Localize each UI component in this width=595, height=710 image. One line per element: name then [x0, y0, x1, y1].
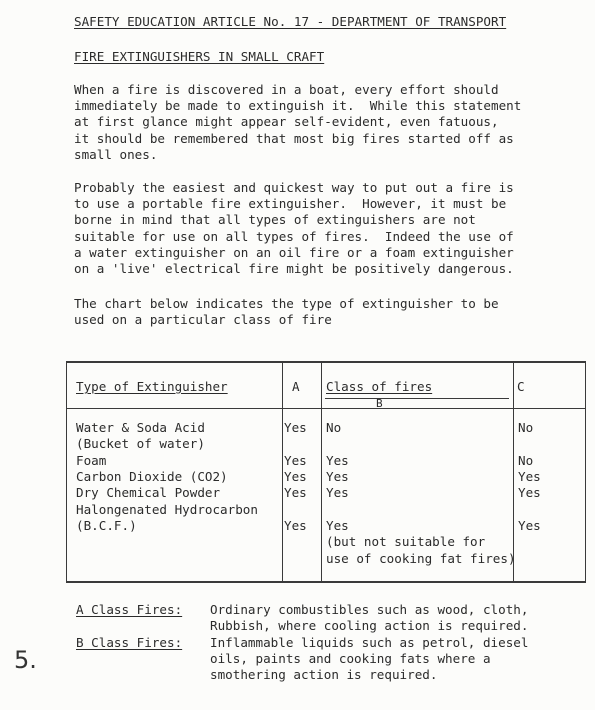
- header-a: A: [292, 379, 300, 394]
- cell-c: Yes: [518, 518, 541, 533]
- cell-type: (B.C.F.): [76, 518, 137, 533]
- cell-b: Yes: [326, 469, 349, 484]
- header-b: B: [376, 397, 383, 410]
- table-header-rule: [66, 408, 586, 409]
- header-class-of-fires: Class of fires: [326, 379, 433, 394]
- cell-c: No: [518, 420, 534, 435]
- class-of-fires-rule: [325, 398, 509, 399]
- cell-b: (but not suitable for: [326, 534, 486, 549]
- cell-a: Yes: [284, 453, 307, 468]
- table-bottom-rule: [66, 581, 586, 583]
- table-top-rule: [66, 361, 586, 363]
- cell-a: Yes: [284, 469, 307, 484]
- article-title: SAFETY EDUCATION ARTICLE No. 17 - DEPARTMENT OF TRANSPORT: [74, 14, 507, 29]
- paragraph-extinguishers: Probably the easiest and quickest way to put out a fire is to use a portable fire extinguisher. However, it must be borne in mind that all types of extinguishers are not suitable for use on all types of fires. Indeed the use of a water extinguisher on an oil fire or a foam extinguisher on a 'live' electrical fire might be positively dangerous.: [74, 180, 514, 277]
- cell-a: Yes: [284, 518, 307, 533]
- header-type: Type of Extinguisher: [76, 379, 228, 394]
- article-subtitle: FIRE EXTINGUISHERS IN SMALL CRAFT: [74, 49, 325, 64]
- paragraph-intro: When a fire is discovered in a boat, every effort should immediately be made to extinguish it. While this statement at first glance might appear self-evident, even fatuous, it should be remembered that most big fires started off as small ones.: [74, 82, 522, 162]
- definition-term-a: A Class Fires:: [76, 602, 183, 617]
- cell-b: use of cooking fat fires): [326, 551, 516, 566]
- cell-c: No: [518, 453, 534, 468]
- cell-a: Yes: [284, 485, 307, 500]
- cell-type: Foam: [76, 453, 107, 468]
- table-col-divider-a: [282, 362, 283, 582]
- cell-b: Yes: [326, 485, 349, 500]
- header-c: C: [517, 379, 525, 394]
- definition-text-b: Inflammable liquids such as petrol, diesel oils, paints and cooking fats where a smothering action is required.: [210, 635, 529, 683]
- table-right-border: [585, 362, 586, 582]
- cell-type: (Bucket of water): [76, 436, 205, 451]
- cell-type: Halongenated Hydrocarbon: [76, 502, 258, 517]
- cell-c: Yes: [518, 469, 541, 484]
- table-left-border: [66, 362, 67, 582]
- table-col-divider-c: [513, 362, 514, 582]
- cell-b: Yes: [326, 453, 349, 468]
- cell-b: Yes: [326, 518, 349, 533]
- cell-type: Carbon Dioxide (CO2): [76, 469, 228, 484]
- cell-c: Yes: [518, 485, 541, 500]
- cell-b: No: [326, 420, 342, 435]
- paragraph-chart-intro: The chart below indicates the type of extinguisher to be used on a particular class of fire: [74, 296, 499, 328]
- cell-type: Water & Soda Acid: [76, 420, 205, 435]
- cell-a: Yes: [284, 420, 307, 435]
- cell-type: Dry Chemical Powder: [76, 485, 221, 500]
- definition-term-b: B Class Fires:: [76, 635, 183, 650]
- page-number: 5.: [14, 646, 37, 674]
- definition-text-a: Ordinary combustibles such as wood, cloth, Rubbish, where cooling action is required.: [210, 602, 529, 634]
- table-col-divider-b: [321, 362, 322, 582]
